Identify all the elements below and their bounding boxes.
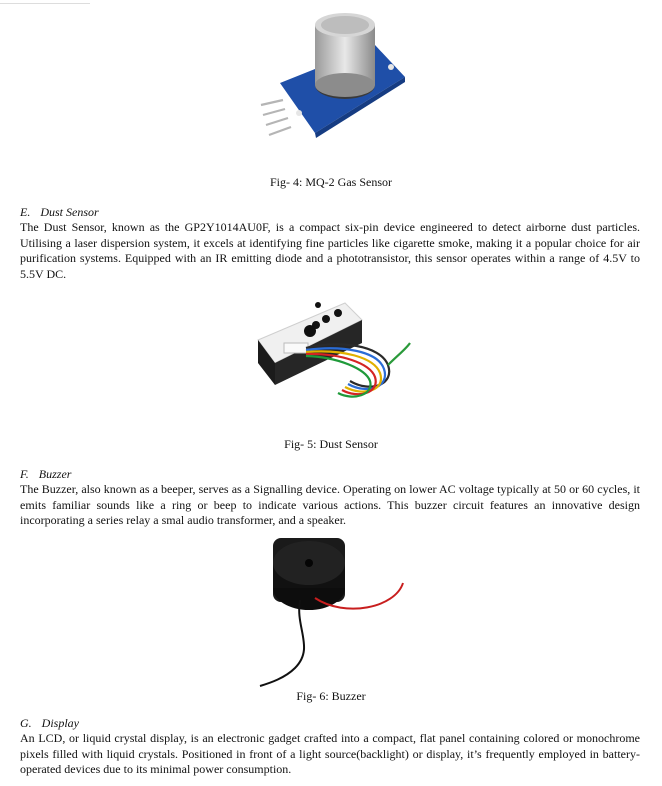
section-e-heading — [20, 205, 99, 220]
section-f-title: Buzzer — [38, 467, 72, 481]
dust-sensor-image — [250, 285, 420, 425]
section-f-heading — [20, 467, 71, 482]
buzzer-image — [255, 528, 415, 688]
section-e-number: E. — [20, 205, 31, 219]
mq2-gas-sensor-image — [255, 5, 415, 150]
section-e-title: Dust Sensor — [40, 205, 99, 219]
section-e-body: The Dust Sensor, known as the GP2Y1014AU0F, is a compact six-pin device engineered to detect airborne dust particles. Utilising a laser dispersion system, it excels at identifying fine particles like cigarette smoke, making it a popular choice for air purification systems. Equipped with an IR emitting diode and a phototransistor, this sensor operates within a range of 4.5V to 5.5V DC. — [20, 220, 640, 281]
section-g-title: Display — [41, 716, 80, 730]
section-g-body: An LCD, or liquid crystal display, is an electronic gadget crafted into a compact, flat panel containing colored or monochrome pixels filled with liquid crystals. Positioned in front of a light source(backlight) or display, it’s frequently employed in battery-operated devices due to its minimal power consumption. — [20, 731, 640, 776]
section-f-number: F. — [20, 467, 29, 481]
figure-6-caption: Fig- 6: Buzzer — [296, 689, 366, 703]
figure-4-caption: Fig- 4: MQ-2 Gas Sensor — [270, 175, 392, 189]
section-g-heading — [20, 716, 79, 731]
top-rule — [0, 0, 90, 4]
figure-5-caption: Fig- 5: Dust Sensor — [284, 437, 378, 451]
section-f-body: The Buzzer, also known as a beeper, serves as a Signalling device. Operating on lower AC voltage typically at 50 or 60 cycles, it emits familiar sounds like a ring or beep to indicate various actions. This buzzer circuit features an innovative design incorporating a series relay a smal audio transformer, and a speaker. — [20, 482, 640, 527]
section-g-number: G. — [20, 716, 32, 730]
